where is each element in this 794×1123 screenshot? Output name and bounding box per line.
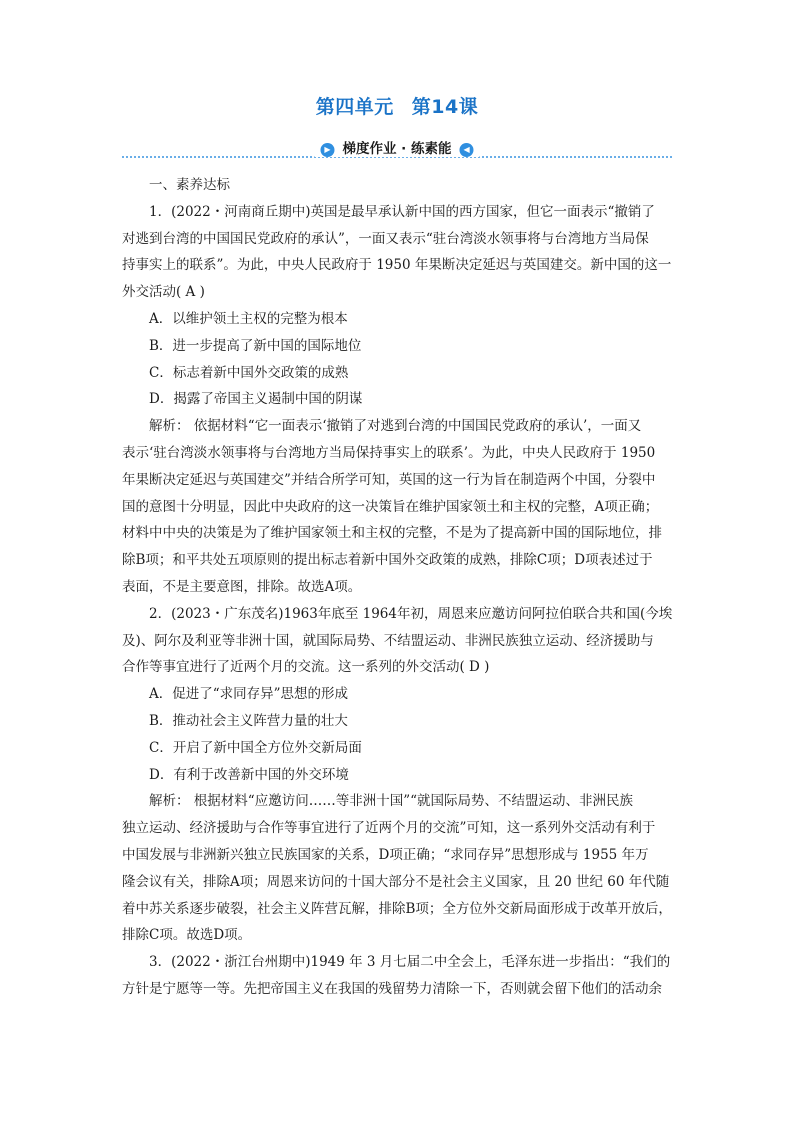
page-title	[0, 92, 794, 119]
text-line: 着中苏关系逐步破裂，社会主义阵营瓦解，排除B项；全方位外交新局面形成于改革开放后，	[122, 900, 672, 917]
text-lines	[122, 199, 674, 1003]
text-line: 国的意图十分明显，因此中央政府的这一决策旨在维护国家领土和主权的完整，A项正确；	[122, 498, 659, 515]
text-line: D．揭露了帝国主义遏制中国的阴谋	[149, 391, 363, 408]
text-line: 除B项；和平共处五项原则的提出标志着新中国外交政策的成熟，排除C项；D项表述过于	[122, 552, 653, 569]
text-line: D．有利于改善新中国的外交环境	[149, 766, 349, 783]
text-line: 2．(2023・广东茂名)1963年底至 1964年初，周恩来应邀访问阿拉伯联合共和国(今埃	[149, 605, 673, 622]
text-line: 合作等事宜进行了近两个月的交流。这一系列的外交活动( D )	[122, 659, 490, 676]
text-line: 解析： 根据材料“应邀访问……等非洲十国”“就国际局势、不结盟运动、非洲民族	[149, 793, 633, 810]
text-line: 独立运动、经济援助与合作等事宜进行了近两个月的交流”可知，这一系列外交活动有利于	[122, 820, 656, 837]
text-line: A．以维护领土主权的完整为根本	[149, 310, 348, 327]
text-line: 隆会议有关，排除A项；周恩来访问的十国大部分不是社会主义国家，且 20 世纪 60 年代随	[122, 873, 670, 890]
lesson-title: 第14课	[411, 96, 479, 118]
text-line: 对逃到台湾的中国国民党政府的承认”，一面又表示“驻台湾淡水领事将与台湾地方当局保	[122, 230, 649, 247]
text-line: C．开启了新中国全方位外交新局面	[149, 739, 362, 756]
text-line: B．进一步提高了新中国的国际地位	[149, 337, 362, 354]
text-line: B．推动社会主义阵营力量的壮大	[149, 712, 348, 729]
text-line: 1．(2022・河南商丘期中)英国是最早承认新中国的西方国家，但它一面表示“撤销了	[149, 203, 655, 220]
text-line: 排除C项。故选D项。	[122, 927, 252, 944]
section-banner	[122, 134, 672, 160]
text-line: 中国发展与非洲新兴独立民族国家的关系，D项正确；“求同存异”思想形成与 1955 年万	[122, 846, 649, 863]
document-body	[122, 172, 674, 1003]
text-line: 表示‘驻台湾淡水领事将与台湾地方当局保持事实上的联系’。为此，中央人民政府于 1950	[122, 444, 656, 461]
text-line: 年果断决定延迟与英国建交”并结合所学可知，英国的这一行为旨在制造两个中国，分裂中	[122, 471, 656, 488]
text-line: 及)、阿尔及利亚等非洲十国，就国际局势、不结盟运动、非洲民族独立运动、经济援助与	[122, 632, 654, 649]
text-line: 方针是宁愿等一等。先把帝国主义在我国的残留势力清除一下，否则就会留下他们的活动余	[122, 980, 662, 997]
banner-text: 梯度作业 · 练素能	[342, 141, 452, 157]
text-line: 解析： 依据材料“它一面表示‘撤销了对逃到台湾的中国国民党政府的承认’，一面又	[149, 418, 642, 435]
text-line: 3．(2022・浙江台州期中)1949 年 3 月七届二中全会上，毛泽东进一步指出：“我们的	[149, 954, 671, 971]
text-line: C．标志着新中国外交政策的成熟	[149, 364, 349, 381]
section-heading: 一、素养达标	[149, 177, 230, 193]
banner-label	[314, 137, 479, 157]
text-line: A．促进了“求同存异”思想的形成	[149, 686, 349, 703]
play-right-icon: ▶	[320, 143, 334, 157]
text-line: 持事实上的联系”。为此，中央人民政府于 1950 年果断决定延迟与英国建交。新中国的这一	[122, 257, 672, 274]
unit-title: 第四单元	[315, 96, 394, 118]
play-left-icon: ◀	[460, 143, 474, 157]
text-line: 外交活动( A )	[122, 284, 205, 301]
text-line: 材料中中央的决策是为了维护国家领土和主权的完整，不是为了提高新中国的国际地位，排	[122, 525, 662, 542]
text-line: 表面，不是主要意图，排除。故选A项。	[122, 578, 362, 595]
